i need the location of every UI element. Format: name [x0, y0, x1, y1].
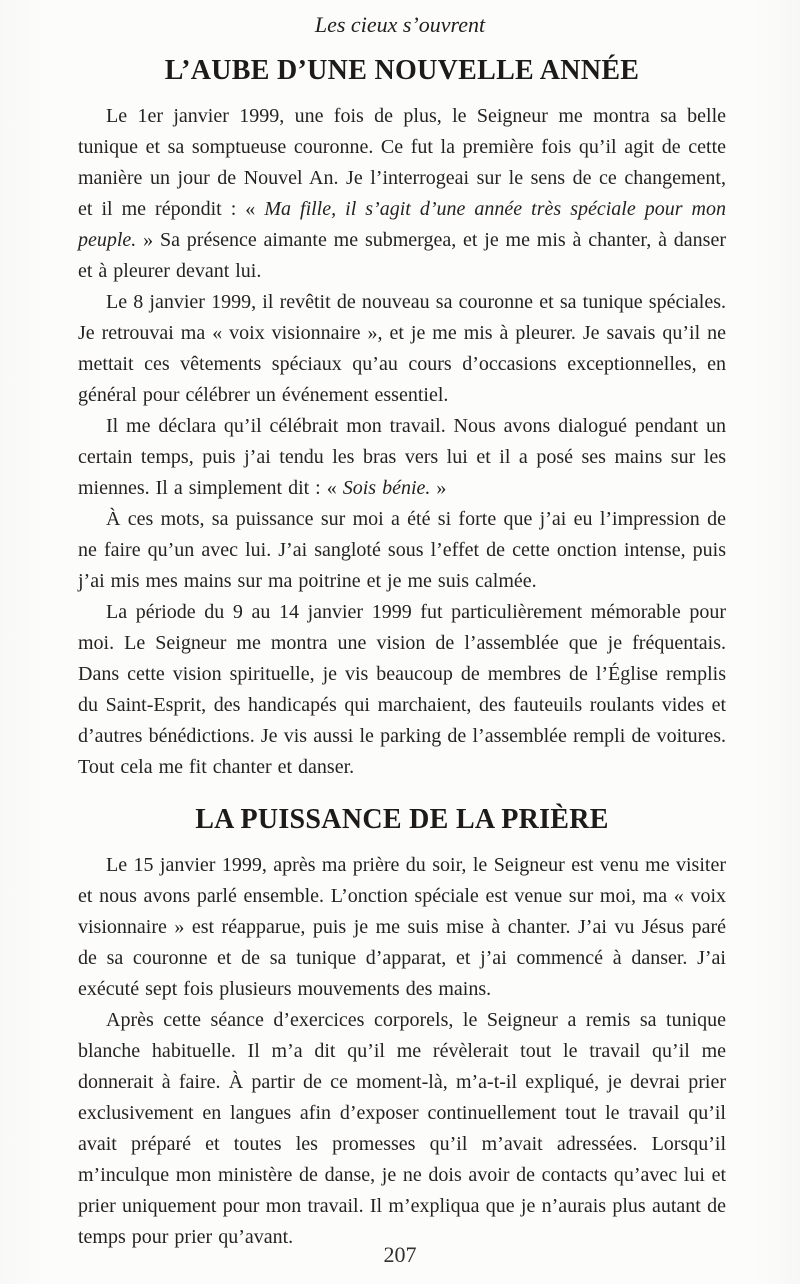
- paragraph: [78, 287, 726, 411]
- text-run: »: [430, 477, 447, 499]
- text-run: La période du 9 au 14 janvier 1999 fut particulièrement mémorable pour moi. Le Seigneur me montra une vision de l’assemblée que je fréquentais. Dans cette vision spirituelle, je vis beaucoup de membres de l’Église remplis du Saint-Esprit, des handicapés qui marchaient, des fauteuils roulants vides et d’autres bénédictions. Je vis aussi le parking de l’assemblée rempli de voitures. Tout cela me fit chanter et danser.: [78, 601, 726, 778]
- page-content: [0, 54, 800, 1253]
- paragraph: [78, 1005, 726, 1253]
- quoted-speech: Sois bénie.: [342, 477, 431, 499]
- text-run: Le 1er janvier 1999, une fois de plus, le Seigneur me montra sa belle tunique et sa somptueuse couronne. Ce fut la première fois qu’il agit de cette manière un jour de Nouvel An. Je l’interrogeai sur le sens de ce changement, et il me répondit : «: [78, 105, 726, 220]
- paragraph: [78, 850, 726, 1005]
- text-run: Après cette séance d’exercices corporels, le Seigneur a remis sa tunique blanche habituelle. Il m’a dit qu’il me révèlerait tout le travail qu’il me donnerait à faire. À partir de ce moment-là, m’a-t-il expliqué, je devrai prier exclusivement en langues afin d’exposer continuellement tout le travail qu’il avait préparé et toutes les promesses qu’il m’avait adressées. Lorsqu’il m’inculque mon ministère de danse, je ne dois avoir de contacts qu’avec lui et prier uniquement pour mon travail. Il m’expliqua que je n’aurais plus autant de temps pour prier qu’avant.: [78, 1009, 726, 1248]
- paragraph: [78, 504, 726, 597]
- running-header: Les cieux s’ouvrent: [314, 12, 486, 37]
- text-run: Le 8 janvier 1999, il revêtit de nouveau sa couronne et sa tunique spéciales. Je retrouvai ma « voix visionnaire », et je me mis à pleurer. Je savais qu’il ne mettait ces vêtements spéciaux qu’au cours d’occasions exceptionnelles, en général pour célébrer un événement essentiel.: [78, 291, 726, 406]
- text-run: » Sa présence aimante me submergea, et je me mis à chanter, à danser et à pleurer devant lui.: [78, 229, 726, 282]
- section-heading: LA PUISSANCE DE LA PRIÈRE: [195, 804, 609, 835]
- text-run: Il me déclara qu’il célébrait mon travail. Nous avons dialogué pendant un certain temps, puis j’ai tendu les bras vers lui et il a posé ses mains sur les miennes. Il a simplement dit : «: [78, 415, 726, 499]
- quoted-speech: Ma fille, il s’agit d’une année très spéciale pour mon peuple.: [78, 198, 727, 251]
- page-number: 207: [383, 1242, 417, 1267]
- paragraph: [78, 411, 726, 504]
- paragraph: [78, 597, 726, 783]
- paragraph: [78, 101, 726, 287]
- text-run: Le 15 janvier 1999, après ma prière du soir, le Seigneur est venu me visiter et nous avons parlé ensemble. L’onction spéciale est venue sur moi, ma « voix visionnaire » est réapparue, puis je me suis mise à chanter. J’ai vu Jésus paré de sa couronne et de sa tunique d’apparat, et j’ai commencé à danser. J’ai exécuté sept fois plusieurs mouvements des mains.: [78, 854, 726, 1000]
- section-heading: L’AUBE D’UNE NOUVELLE ANNÉE: [164, 55, 640, 86]
- text-run: À ces mots, sa puissance sur moi a été si forte que j’ai eu l’impression de ne faire qu’un avec lui. J’ai sangloté sous l’effet de cette onction intense, puis j’ai mis mes mains sur ma poitrine et je me suis calmée.: [78, 508, 726, 592]
